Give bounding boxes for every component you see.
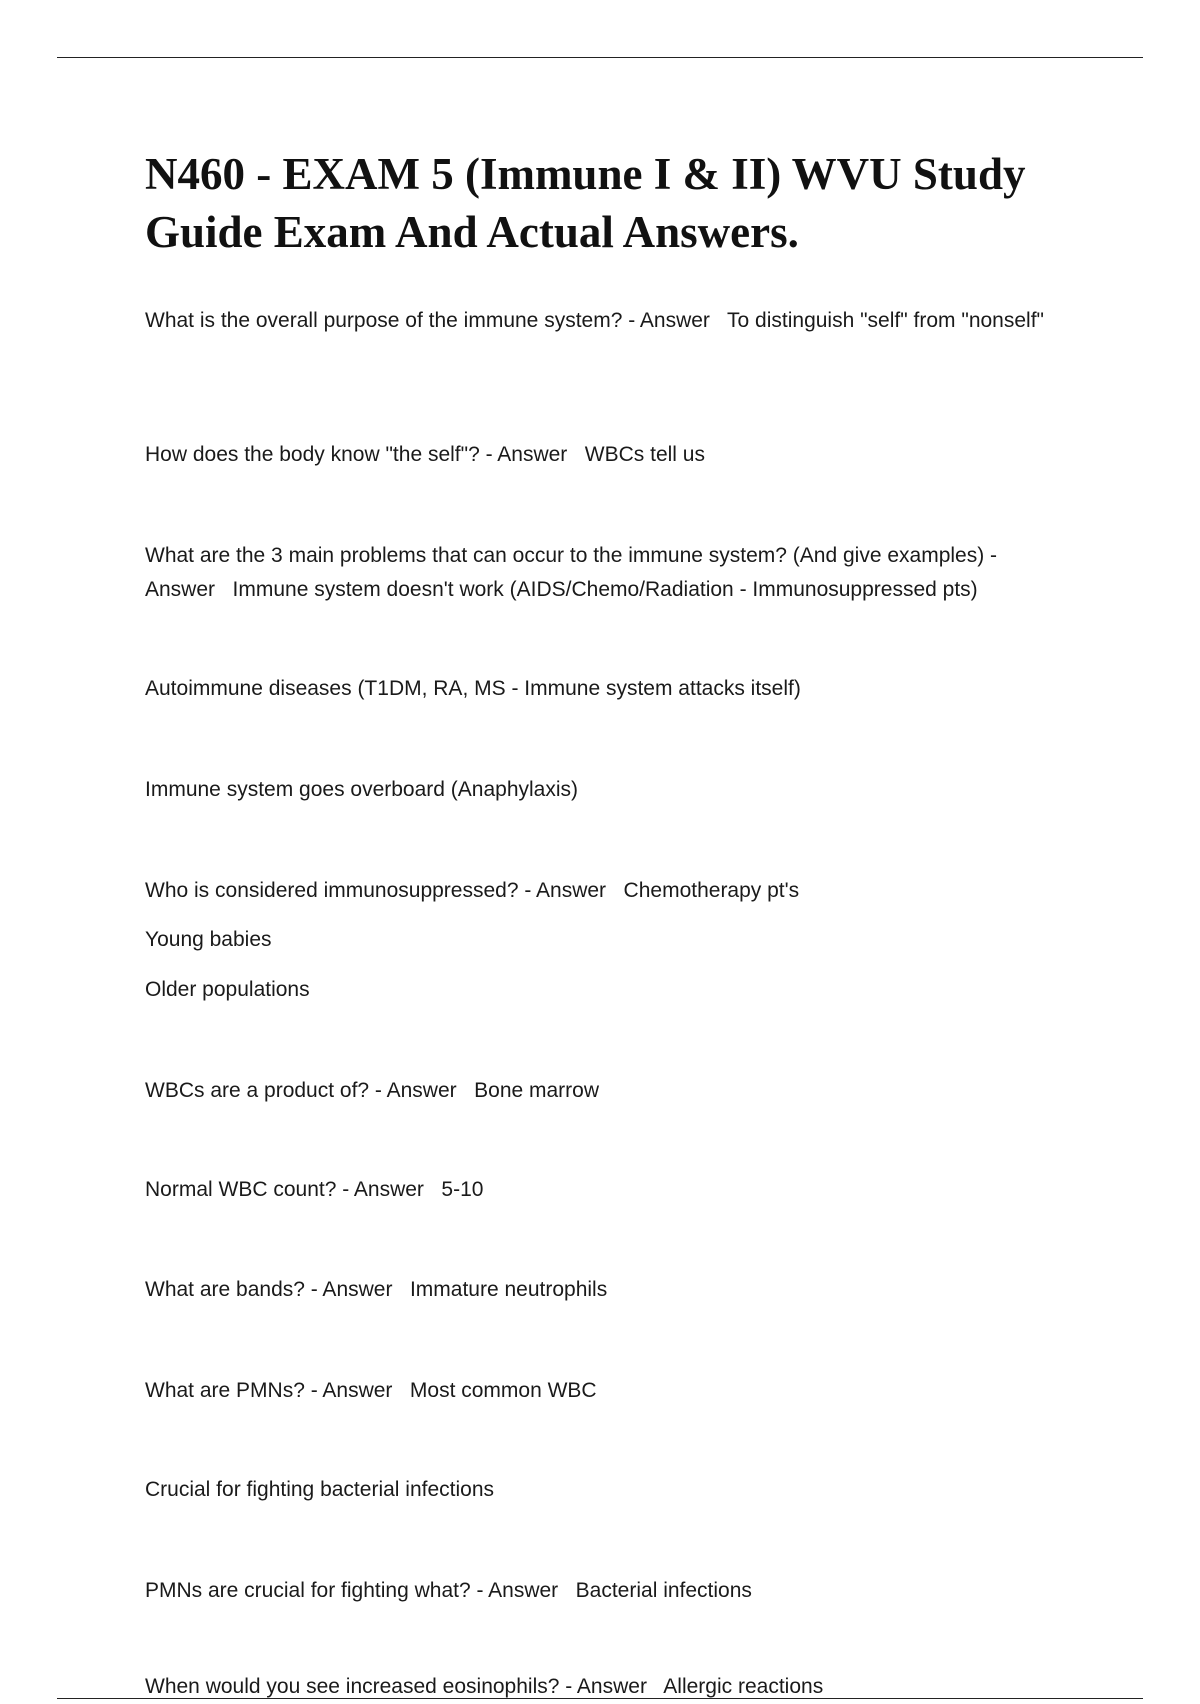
bottom-rule — [57, 1698, 1143, 1699]
qa-wbc-product: WBCs are a product of? - Answer Bone marrow — [145, 1079, 600, 1102]
qa-immunosuppressed: Who is considered immunosuppressed? - Answer Chemotherapy pt's — [145, 879, 800, 902]
document-title: N460 - EXAM 5 (Immune I & II) WVU Study Guide Exam And Actual Answers. — [145, 149, 1026, 257]
qa-purpose-of-immune-system: What is the overall purpose of the immune system? - Answer To distinguish "self" from "nonself" — [145, 309, 1044, 332]
text-older-populations: Older populations — [145, 978, 310, 1001]
qa-eosinophils: When would you see increased eosinophils? - Answer Allergic reactions — [145, 1675, 824, 1698]
qa-body-knows-self: How does the body know "the self"? - Answer WBCs tell us — [145, 443, 705, 466]
text-crucial-bacterial: Crucial for fighting bacterial infections — [145, 1478, 495, 1501]
text-young-babies: Young babies — [145, 928, 272, 951]
qa-normal-wbc-count: Normal WBC count? - Answer 5-10 — [145, 1178, 484, 1201]
qa-pmns: What are PMNs? - Answer Most common WBC — [145, 1379, 597, 1402]
qa-three-main-problems: What are the 3 main problems that can occur to the immune system? (And give examples) - Answer Immune system doesn't work (AIDS/Chemo/Radiation - Immunosuppressed pts) — [145, 544, 1002, 601]
text-autoimmune-diseases: Autoimmune diseases (T1DM, RA, MS - Immune system attacks itself) — [145, 677, 801, 700]
qa-pmns-fighting: PMNs are crucial for fighting what? - Answer Bacterial infections — [145, 1579, 752, 1602]
qa-bands: What are bands? - Answer Immature neutrophils — [145, 1278, 608, 1301]
text-immune-overboard: Immune system goes overboard (Anaphylaxis) — [145, 778, 579, 801]
top-rule — [57, 57, 1143, 58]
